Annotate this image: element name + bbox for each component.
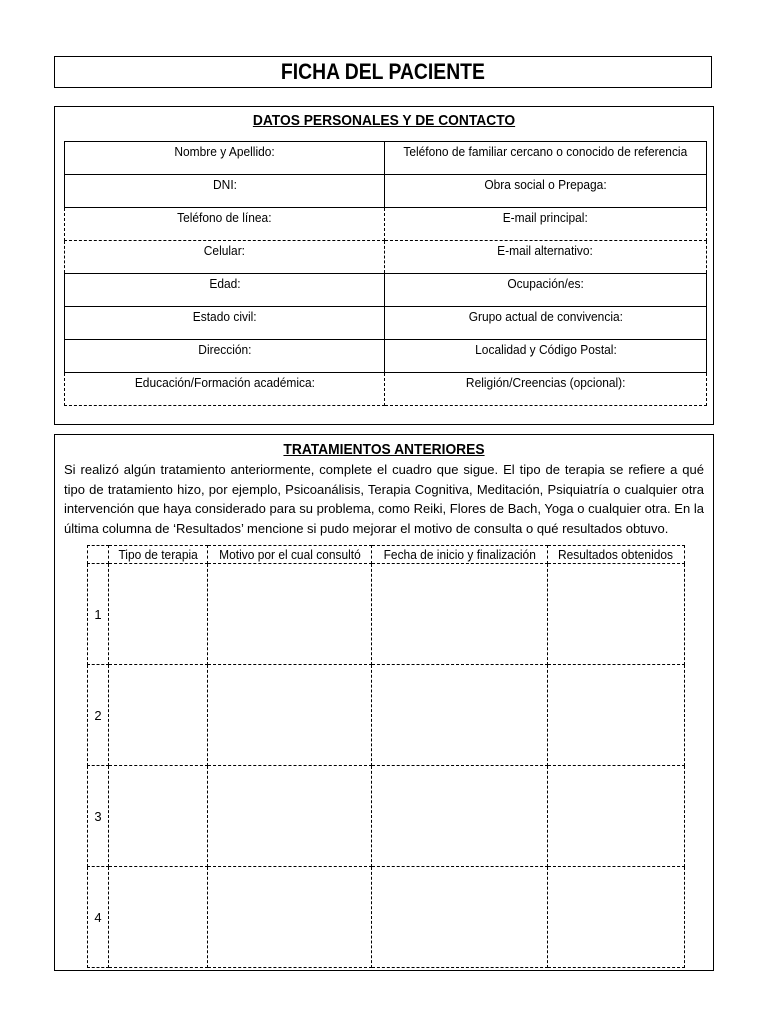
table-row xyxy=(88,665,685,766)
cell-resultados[interactable] xyxy=(548,867,685,968)
column-header-number xyxy=(88,546,109,564)
cell-fecha[interactable] xyxy=(372,564,548,665)
field-direccion[interactable]: Dirección: xyxy=(65,340,385,373)
field-obra-social[interactable]: Obra social o Prepaga: xyxy=(385,175,707,208)
cell-fecha[interactable] xyxy=(372,766,548,867)
row-number: 1 xyxy=(88,564,109,665)
cell-resultados[interactable] xyxy=(548,766,685,867)
title-box xyxy=(54,56,712,88)
field-estado-civil[interactable]: Estado civil: xyxy=(65,307,385,340)
table-row xyxy=(88,867,685,968)
row-number: 2 xyxy=(88,665,109,766)
treatments-heading: TRATAMIENTOS ANTERIORES xyxy=(283,441,485,458)
table-row xyxy=(65,142,707,175)
cell-motivo[interactable] xyxy=(208,766,372,867)
personal-data-section xyxy=(54,106,714,425)
field-grupo-convivencia[interactable]: Grupo actual de convivencia: xyxy=(385,307,707,340)
column-header-resultados: Resultados obtenidos xyxy=(548,546,685,564)
table-row xyxy=(65,307,707,340)
treatments-intro: Si realizó algún tratamiento anteriormente, complete el cuadro que sigue. El tipo de terapia se refiere a qué tipo de tratamiento hizo, por ejemplo, Psicoanálisis, Terapia Cognitiva, Meditación, Psiquiatría o cualquier otra intervención que haya considerado para su problema, como Reiki, Flores de Bach, Yoga o cualquier otra. En la última columna de ‘Resultados’ mencione si pudo mejorar el motivo de consulta o qué resultados obtuvo. xyxy=(64,462,704,536)
field-telefono-familiar[interactable]: Teléfono de familiar cercano o conocido de referencia xyxy=(385,142,707,175)
field-religion[interactable]: Religión/Creencias (opcional): xyxy=(385,373,707,406)
treatments-section xyxy=(54,434,714,971)
field-email-principal[interactable]: E-mail principal: xyxy=(385,208,707,241)
table-row xyxy=(65,175,707,208)
field-localidad[interactable]: Localidad y Código Postal: xyxy=(385,340,707,373)
page-title: FICHA DEL PACIENTE xyxy=(280,59,485,84)
cell-fecha[interactable] xyxy=(372,867,548,968)
field-telefono-linea[interactable]: Teléfono de línea: xyxy=(65,208,385,241)
field-celular[interactable]: Celular: xyxy=(65,241,385,274)
table-row xyxy=(65,373,707,406)
treatments-table xyxy=(87,545,685,968)
table-row xyxy=(88,564,685,665)
cell-tipo[interactable] xyxy=(109,867,208,968)
cell-resultados[interactable] xyxy=(548,564,685,665)
field-nombre[interactable]: Nombre y Apellido: xyxy=(65,142,385,175)
cell-resultados[interactable] xyxy=(548,665,685,766)
personal-data-heading: DATOS PERSONALES Y DE CONTACTO xyxy=(252,112,516,129)
cell-tipo[interactable] xyxy=(109,766,208,867)
cell-fecha[interactable] xyxy=(372,665,548,766)
contact-table xyxy=(64,141,707,406)
row-number: 4 xyxy=(88,867,109,968)
table-row xyxy=(65,208,707,241)
cell-motivo[interactable] xyxy=(208,564,372,665)
table-row xyxy=(65,340,707,373)
column-header-motivo: Motivo por el cual consultó xyxy=(208,546,372,564)
cell-motivo[interactable] xyxy=(208,665,372,766)
cell-tipo[interactable] xyxy=(109,665,208,766)
field-email-alternativo[interactable]: E-mail alternativo: xyxy=(385,241,707,274)
field-ocupacion[interactable]: Ocupación/es: xyxy=(385,274,707,307)
field-educacion[interactable]: Educación/Formación académica: xyxy=(65,373,385,406)
column-header-tipo: Tipo de terapia xyxy=(109,546,208,564)
field-dni[interactable]: DNI: xyxy=(65,175,385,208)
table-row xyxy=(65,274,707,307)
cell-motivo[interactable] xyxy=(208,867,372,968)
table-header-row xyxy=(88,546,685,564)
column-header-fecha: Fecha de inicio y finalización xyxy=(372,546,548,564)
row-number: 3 xyxy=(88,766,109,867)
table-row xyxy=(88,766,685,867)
cell-tipo[interactable] xyxy=(109,564,208,665)
table-row xyxy=(65,241,707,274)
field-edad[interactable]: Edad: xyxy=(65,274,385,307)
